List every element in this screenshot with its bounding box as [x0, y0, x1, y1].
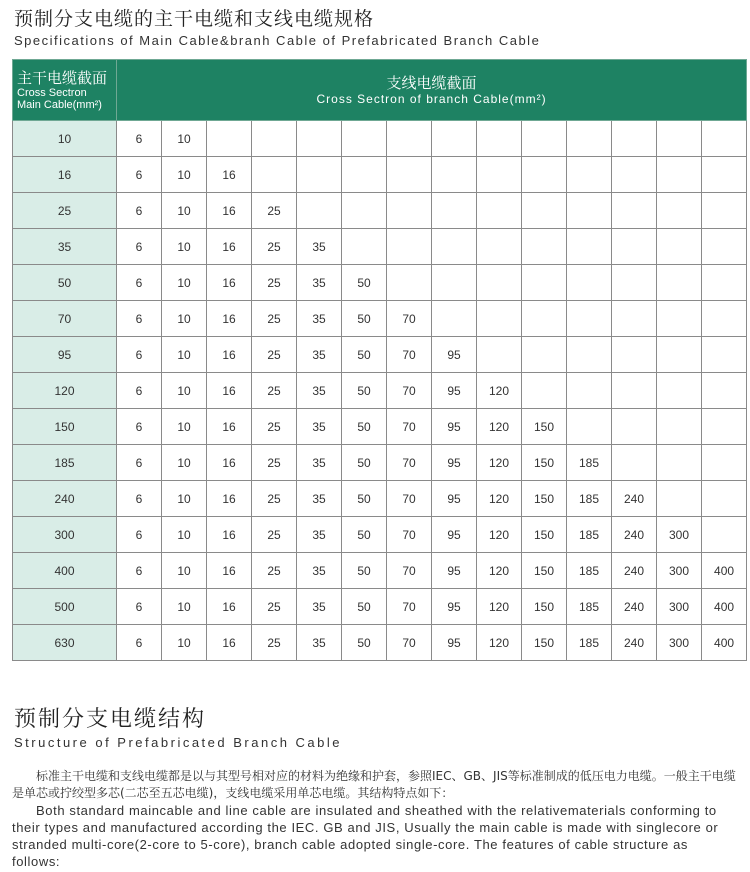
branch-cable-cell: 35: [297, 337, 342, 373]
branch-cable-cell: 95: [432, 589, 477, 625]
branch-cable-cell: [252, 121, 297, 157]
branch-cable-cell: [252, 157, 297, 193]
branch-cable-cell: [522, 265, 567, 301]
branch-cable-cell: 95: [432, 445, 477, 481]
branch-cable-cell: 70: [387, 445, 432, 481]
branch-cable-cell: [477, 301, 522, 337]
branch-cable-cell: [297, 121, 342, 157]
table-body: [13, 121, 747, 661]
main-cable-cell: 120: [13, 373, 117, 409]
branch-cable-cell: [702, 445, 747, 481]
branch-cable-cell: 240: [612, 553, 657, 589]
branch-cable-cell: [612, 445, 657, 481]
main-cable-cell: 400: [13, 553, 117, 589]
branch-cable-cell: 70: [387, 373, 432, 409]
branch-cable-cell: 70: [387, 589, 432, 625]
table-row: [13, 121, 747, 157]
branch-cable-cell: [297, 193, 342, 229]
branch-cable-cell: 25: [252, 337, 297, 373]
main-cable-cell: 240: [13, 481, 117, 517]
branch-cable-cell: 95: [432, 337, 477, 373]
branch-cable-cell: 50: [342, 481, 387, 517]
branch-cable-cell: [702, 193, 747, 229]
branch-cable-cell: 10: [162, 265, 207, 301]
branch-cable-cell: 6: [117, 625, 162, 661]
branch-cable-cell: 50: [342, 373, 387, 409]
branch-cable-cell: [612, 409, 657, 445]
main-cable-cell: 630: [13, 625, 117, 661]
branch-cable-cell: 120: [477, 409, 522, 445]
branch-cable-cell: 185: [567, 589, 612, 625]
branch-cable-cell: [702, 337, 747, 373]
branch-cable-cell: 70: [387, 625, 432, 661]
branch-cable-cell: [387, 157, 432, 193]
branch-cable-cell: [702, 409, 747, 445]
branch-cable-cell: 35: [297, 445, 342, 481]
branch-cable-cell: 16: [207, 625, 252, 661]
table-row: [13, 409, 747, 445]
branch-cable-cell: [657, 265, 702, 301]
branch-cable-cell: 300: [657, 553, 702, 589]
branch-cable-cell: 150: [522, 553, 567, 589]
branch-cable-cell: [567, 373, 612, 409]
main-cable-cell: 35: [13, 229, 117, 265]
branch-cable-cell: 400: [702, 553, 747, 589]
branch-cable-cell: 25: [252, 229, 297, 265]
branch-cable-cell: 35: [297, 373, 342, 409]
branch-cable-cell: 10: [162, 589, 207, 625]
branch-cable-cell: [567, 337, 612, 373]
branch-cable-cell: 16: [207, 301, 252, 337]
branch-cable-cell: 10: [162, 301, 207, 337]
spec-table: [12, 59, 747, 661]
table-row: [13, 193, 747, 229]
main-cable-cell: 185: [13, 445, 117, 481]
branch-cable-cell: 120: [477, 445, 522, 481]
branch-cable-cell: [432, 229, 477, 265]
branch-cable-cell: [432, 121, 477, 157]
branch-cable-cell: 150: [522, 481, 567, 517]
branch-cable-cell: [657, 481, 702, 517]
branch-cable-cell: 6: [117, 337, 162, 373]
branch-cable-cell: 35: [297, 625, 342, 661]
branch-cable-cell: [612, 193, 657, 229]
branch-cable-cell: 150: [522, 445, 567, 481]
table-row: [13, 157, 747, 193]
branch-cable-cell: [702, 481, 747, 517]
branch-cable-cell: 240: [612, 589, 657, 625]
branch-cable-cell: 25: [252, 517, 297, 553]
branch-cable-cell: [612, 265, 657, 301]
branch-cable-cell: 16: [207, 193, 252, 229]
branch-cable-cell: 95: [432, 517, 477, 553]
branch-cable-cell: [477, 265, 522, 301]
branch-cable-cell: 10: [162, 625, 207, 661]
branch-cable-cell: 120: [477, 517, 522, 553]
paragraph-en: Both standard maincable and line cable are insulated and sheathed with the relativematerials conforming to their types and manufactured according the IEC. GB and JIS, Usually the main cable is made with singlecore or stranded multi-core(2-core to 5-core), branch cable adopted single-core. The features of cable structure as follows:: [12, 803, 719, 869]
branch-cable-cell: 50: [342, 445, 387, 481]
branch-cable-cell: 10: [162, 337, 207, 373]
paragraph-zh: 标准主干电缆和支线电缆都是以与其型号相对应的材料为绝缘和护套，参照IEC、GB、JIS等标准制成的低压电力电缆。一般主干电缆是单芯或拧绞型多芯(二芯至五芯电缆)，支线电缆采用单芯电缆。其结构特点如下：: [12, 769, 736, 800]
branch-cable-cell: 70: [387, 337, 432, 373]
branch-cable-cell: [702, 301, 747, 337]
main-cable-cell: 95: [13, 337, 117, 373]
branch-cable-cell: [567, 229, 612, 265]
branch-cable-cell: [702, 229, 747, 265]
branch-cable-cell: 25: [252, 265, 297, 301]
branch-cable-cell: [522, 373, 567, 409]
branch-cable-cell: 16: [207, 481, 252, 517]
branch-cable-cell: [612, 121, 657, 157]
branch-cable-cell: [297, 157, 342, 193]
header-main-zh: 主干电缆截面: [17, 69, 108, 87]
table-row: [13, 301, 747, 337]
branch-cable-cell: 70: [387, 517, 432, 553]
main-cable-cell: 300: [13, 517, 117, 553]
section-header: [14, 702, 342, 750]
main-cable-cell: 50: [13, 265, 117, 301]
branch-cable-cell: 35: [297, 301, 342, 337]
branch-cable-cell: [342, 193, 387, 229]
branch-cable-cell: [387, 121, 432, 157]
branch-cable-cell: 35: [297, 553, 342, 589]
branch-cable-cell: [657, 337, 702, 373]
table-row: [13, 229, 747, 265]
main-cable-cell: 10: [13, 121, 117, 157]
branch-cable-cell: 10: [162, 121, 207, 157]
section-title-en: Structure of Prefabricated Branch Cable: [14, 735, 343, 750]
branch-cable-cell: 120: [477, 589, 522, 625]
branch-cable-cell: 150: [522, 409, 567, 445]
branch-cable-cell: 10: [162, 229, 207, 265]
branch-cable-cell: 25: [252, 373, 297, 409]
branch-cable-cell: [387, 193, 432, 229]
page-title-en: Specifications of Main Cable&branh Cable of Prefabricated Branch Cable: [14, 33, 541, 48]
branch-cable-cell: [657, 193, 702, 229]
branch-cable-cell: [567, 301, 612, 337]
branch-cable-cell: [342, 157, 387, 193]
table-row: [13, 445, 747, 481]
branch-cable-cell: 50: [342, 625, 387, 661]
branch-cable-cell: 120: [477, 481, 522, 517]
branch-cable-cell: 25: [252, 589, 297, 625]
branch-cable-cell: 16: [207, 337, 252, 373]
branch-cable-cell: 185: [567, 553, 612, 589]
branch-cable-cell: 6: [117, 157, 162, 193]
branch-cable-cell: [477, 229, 522, 265]
branch-cable-cell: [567, 193, 612, 229]
branch-cable-cell: [657, 301, 702, 337]
branch-cable-cell: 50: [342, 517, 387, 553]
branch-cable-cell: 400: [702, 625, 747, 661]
section-title-zh: 预制分支电缆结构: [14, 707, 207, 732]
branch-cable-cell: 240: [612, 481, 657, 517]
branch-cable-cell: [702, 157, 747, 193]
branch-cable-cell: [342, 121, 387, 157]
branch-cable-cell: 240: [612, 625, 657, 661]
branch-cable-cell: 6: [117, 373, 162, 409]
branch-cable-cell: 16: [207, 553, 252, 589]
branch-cable-cell: [477, 157, 522, 193]
branch-cable-cell: 185: [567, 625, 612, 661]
main-cable-cell: 70: [13, 301, 117, 337]
branch-cable-cell: 185: [567, 445, 612, 481]
branch-cable-cell: 6: [117, 481, 162, 517]
branch-cable-cell: [522, 337, 567, 373]
branch-cable-cell: 25: [252, 553, 297, 589]
branch-cable-cell: [522, 157, 567, 193]
branch-cable-cell: [567, 121, 612, 157]
branch-cable-cell: 25: [252, 625, 297, 661]
branch-cable-cell: 6: [117, 265, 162, 301]
branch-cable-cell: 10: [162, 553, 207, 589]
branch-cable-cell: 300: [657, 517, 702, 553]
branch-cable-cell: 35: [297, 589, 342, 625]
branch-cable-cell: [702, 265, 747, 301]
branch-cable-cell: [657, 409, 702, 445]
branch-cable-cell: 50: [342, 337, 387, 373]
branch-cable-cell: 150: [522, 517, 567, 553]
branch-cable-cell: [432, 265, 477, 301]
branch-cable-cell: 150: [522, 589, 567, 625]
branch-cable-cell: 35: [297, 517, 342, 553]
header-main-cable: [13, 60, 117, 121]
table-row: [13, 265, 747, 301]
branch-cable-cell: 95: [432, 553, 477, 589]
branch-cable-cell: 6: [117, 445, 162, 481]
branch-cable-cell: 25: [252, 409, 297, 445]
branch-cable-cell: 25: [252, 481, 297, 517]
branch-cable-cell: 50: [342, 265, 387, 301]
branch-cable-cell: 6: [117, 121, 162, 157]
branch-cable-cell: 185: [567, 481, 612, 517]
branch-cable-cell: [432, 157, 477, 193]
branch-cable-cell: 6: [117, 589, 162, 625]
branch-cable-cell: 185: [567, 517, 612, 553]
main-cable-cell: 25: [13, 193, 117, 229]
branch-cable-cell: 25: [252, 301, 297, 337]
branch-cable-cell: 6: [117, 553, 162, 589]
branch-cable-cell: 95: [432, 409, 477, 445]
branch-cable-cell: 6: [117, 301, 162, 337]
branch-cable-cell: [477, 121, 522, 157]
branch-cable-cell: [342, 229, 387, 265]
branch-cable-cell: [567, 409, 612, 445]
branch-cable-cell: [522, 193, 567, 229]
branch-cable-cell: 35: [297, 481, 342, 517]
branch-cable-cell: 50: [342, 301, 387, 337]
branch-cable-cell: 16: [207, 409, 252, 445]
page-title-zh: 预制分支电缆的主干电缆和支线电缆规格: [14, 8, 375, 30]
branch-cable-cell: [387, 229, 432, 265]
branch-cable-cell: [657, 445, 702, 481]
branch-cable-cell: [702, 373, 747, 409]
branch-cable-cell: 70: [387, 553, 432, 589]
main-cable-cell: 150: [13, 409, 117, 445]
branch-cable-cell: 10: [162, 517, 207, 553]
branch-cable-cell: 35: [297, 409, 342, 445]
table-row: [13, 553, 747, 589]
branch-cable-cell: [657, 373, 702, 409]
branch-cable-cell: 25: [252, 193, 297, 229]
branch-cable-cell: [522, 121, 567, 157]
branch-cable-cell: [567, 265, 612, 301]
branch-cable-cell: [612, 301, 657, 337]
branch-cable-cell: 16: [207, 589, 252, 625]
branch-cable-cell: 150: [522, 625, 567, 661]
header-main-en2: Main Cable(mm²): [17, 98, 102, 111]
branch-cable-cell: 10: [162, 481, 207, 517]
branch-cable-cell: 25: [252, 445, 297, 481]
branch-cable-cell: 16: [207, 445, 252, 481]
branch-cable-cell: [477, 193, 522, 229]
table-row: [13, 481, 747, 517]
branch-cable-cell: [387, 265, 432, 301]
header-main-en1: Cross Sectron: [17, 86, 87, 99]
branch-cable-cell: 35: [297, 229, 342, 265]
branch-cable-cell: [702, 517, 747, 553]
branch-cable-cell: 50: [342, 553, 387, 589]
header-branch-cable: [117, 60, 747, 121]
branch-cable-cell: 16: [207, 157, 252, 193]
branch-cable-cell: 10: [162, 409, 207, 445]
main-cable-cell: 500: [13, 589, 117, 625]
header-branch-zh: 支线电缆截面: [386, 74, 477, 92]
branch-cable-cell: [657, 157, 702, 193]
branch-cable-cell: 16: [207, 517, 252, 553]
branch-cable-cell: 6: [117, 409, 162, 445]
branch-cable-cell: 10: [162, 373, 207, 409]
title-block: [14, 4, 540, 48]
branch-cable-cell: [432, 301, 477, 337]
header-branch-en: Cross Sectron of branch Cable(mm²): [316, 91, 547, 106]
table-header-row: [13, 60, 747, 121]
branch-cable-cell: [432, 193, 477, 229]
branch-cable-cell: [612, 337, 657, 373]
table-row: [13, 337, 747, 373]
branch-cable-cell: [522, 301, 567, 337]
branch-cable-cell: 400: [702, 589, 747, 625]
branch-cable-cell: 120: [477, 625, 522, 661]
main-cable-cell: 16: [13, 157, 117, 193]
branch-cable-cell: [207, 121, 252, 157]
branch-cable-cell: 70: [387, 481, 432, 517]
branch-cable-cell: 16: [207, 373, 252, 409]
branch-cable-cell: [612, 229, 657, 265]
branch-cable-cell: [702, 121, 747, 157]
branch-cable-cell: 10: [162, 445, 207, 481]
branch-cable-cell: [657, 121, 702, 157]
branch-cable-cell: 6: [117, 193, 162, 229]
branch-cable-cell: 10: [162, 193, 207, 229]
branch-cable-cell: 50: [342, 589, 387, 625]
branch-cable-cell: [612, 373, 657, 409]
branch-cable-cell: 16: [207, 229, 252, 265]
branch-cable-cell: [522, 229, 567, 265]
branch-cable-cell: [657, 229, 702, 265]
branch-cable-cell: [477, 337, 522, 373]
table-row: [13, 589, 747, 625]
branch-cable-cell: 35: [297, 265, 342, 301]
branch-cable-cell: 95: [432, 481, 477, 517]
branch-cable-cell: [567, 157, 612, 193]
branch-cable-cell: 6: [117, 517, 162, 553]
branch-cable-cell: 16: [207, 265, 252, 301]
table-row: [13, 517, 747, 553]
branch-cable-cell: 120: [477, 373, 522, 409]
branch-cable-cell: 240: [612, 517, 657, 553]
table-row: [13, 625, 747, 661]
branch-cable-cell: [612, 157, 657, 193]
branch-cable-cell: 95: [432, 625, 477, 661]
branch-cable-cell: 70: [387, 409, 432, 445]
branch-cable-cell: 95: [432, 373, 477, 409]
branch-cable-cell: 300: [657, 625, 702, 661]
branch-cable-cell: 10: [162, 157, 207, 193]
table-row: [13, 373, 747, 409]
branch-cable-cell: 120: [477, 553, 522, 589]
branch-cable-cell: 70: [387, 301, 432, 337]
branch-cable-cell: 6: [117, 229, 162, 265]
branch-cable-cell: 50: [342, 409, 387, 445]
branch-cable-cell: 300: [657, 589, 702, 625]
